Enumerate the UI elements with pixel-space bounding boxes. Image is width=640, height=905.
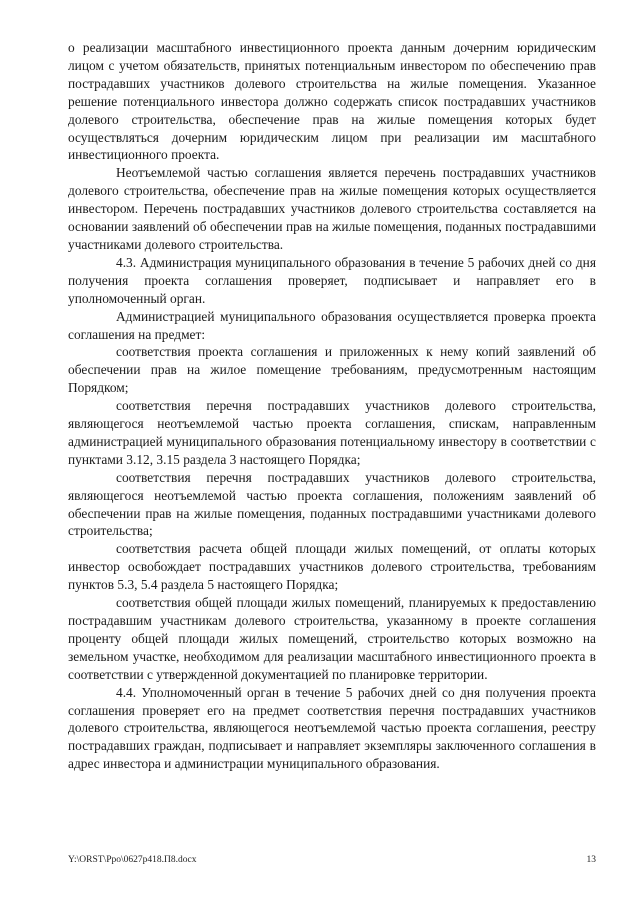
paragraph-check-item-2: соответствия перечня пострадавших участников долевого строительства, являющегося неотъемлемой частью проекта соглашения, спискам, направленным администрацией муниципального образования потенциальному инвестору в соответствии с пунктами 3.12, 3.15 раздела 3 настоящего Порядка; (68, 398, 596, 467)
page-footer (68, 855, 596, 865)
paragraph-agreement-list: Неотъемлемой частью соглашения является перечень пострадавших участников долевого строительства, обеспечение прав на жилые помещения которых осуществляется инвестором. Перечень пострадавших участников долевого строительства составляется на основании заявлений об обеспечении прав на жилые помещения, поданных пострадавшими участниками долевого строительства. (68, 165, 596, 252)
paragraph-check-item-4: соответствия расчета общей площади жилых помещений, от оплаты которых инвестор освобождает пострадавших участников долевого строительства, требованиям пунктов 5.3, 5.4 раздела 5 настоящего Порядка; (68, 541, 596, 593)
paragraph-check-intro: Администрацией муниципального образования осуществляется проверка проекта соглашения на предмет: (68, 308, 596, 342)
paragraph-continuation: о реализации масштабного инвестиционного проекта данным дочерним юридическим лицом с учетом обязательств, принятых потенциальным инвестором по обеспечению прав пострадавших участников долевого строительства на жилые помещения. Указанное решение потенциального инвестора должно содержать список пострадавших участников долевого строительства, обеспечение прав на жилые помещения которых будет осуществляться дочерним юридическим лицом при реализации им масштабного инвестиционного проекта. (68, 40, 596, 163)
document-body (68, 39, 596, 773)
paragraph-check-item-5: соответствия общей площади жилых помещений, планируемых к предоставлению пострадавшим участникам долевого строительства, указанному в проекте соглашения проценту общей площади жилых помещений, строительство которых возможно на земельном участке, необходимом для реализации масштабного инвестиционного проекта в соответствии с утвержденной документацией по планировке территории. (68, 595, 596, 682)
paragraph-check-item-1: соответствия проекта соглашения и приложенных к нему копий заявлений об обеспечении прав на жилое помещение требованиям, предусмотренным настоящим Порядком; (68, 344, 596, 396)
footer-file-path: Y:\ORST\Ppo\0627p418.П8.docx (68, 855, 197, 865)
paragraph-4-4: 4.4. Уполномоченный орган в течение 5 рабочих дней со дня получения проекта соглашения проверяет его на предмет соответствия перечня пострадавших участников долевого строительства, являющегося неотъемлемой частью проекта соглашения, реестру пострадавших граждан, подписывает и направляет экземпляры заключенного соглашения в адрес инвестора и администрации муниципального образования. (68, 684, 596, 772)
paragraph-4-3: 4.3. Администрация муниципального образования в течение 5 рабочих дней со дня получения проекта соглашения проверяет, подписывает и направляет его в уполномоченный орган. (68, 254, 596, 306)
footer-page-number: 13 (586, 855, 596, 865)
paragraph-check-item-3: соответствия перечня пострадавших участников долевого строительства, являющегося неотъемлемой частью проекта соглашения, положениям заявлений об обеспечении прав на жилые помещения, поданных пострадавшими участниками долевого строительства; (68, 469, 596, 539)
